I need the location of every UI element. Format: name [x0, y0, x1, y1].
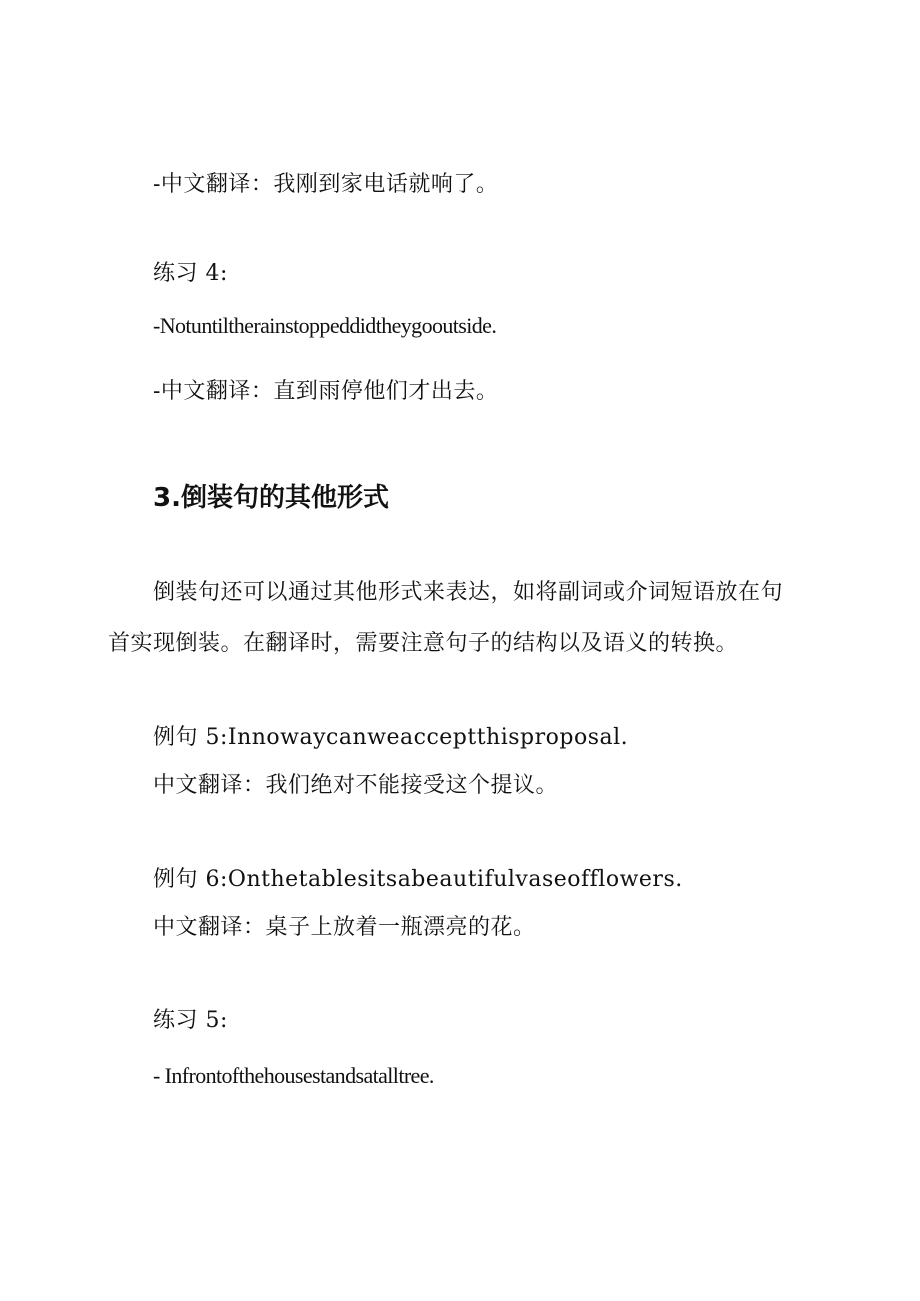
- paragraph-line: 首实现倒装。在翻译时，需要注意句子的结构以及语义的转换。: [108, 631, 739, 656]
- example-translation: 中文翻译：桌子上放着一瓶漂亮的花。: [153, 915, 536, 940]
- translation-line: -中文翻译：我刚到家电话就响了。: [153, 172, 499, 197]
- exercise-sentence: -Notuntiltherainstoppeddidtheygooutside.: [153, 313, 497, 338]
- example-translation: 中文翻译：我们绝对不能接受这个提议。: [153, 773, 559, 798]
- example-sentence: 例句 6:Onthetablesitsabeautifulvaseofflowers.: [153, 867, 683, 892]
- section-heading: 3.倒装句的其他形式: [153, 483, 389, 513]
- translation-line: -中文翻译：直到雨停他们才出去。: [153, 379, 499, 404]
- example-sentence: 例句 5:Innowaycanweacceptthisproposal.: [153, 725, 629, 750]
- exercise-sentence: - Infrontofthehousestandsatalltree.: [153, 1063, 434, 1088]
- paragraph-line: 倒装句还可以通过其他形式来表达，如将副词或介词短语放在句: [153, 580, 784, 605]
- exercise-label: 练习 4:: [153, 261, 228, 286]
- exercise-label: 练习 5:: [153, 1008, 228, 1033]
